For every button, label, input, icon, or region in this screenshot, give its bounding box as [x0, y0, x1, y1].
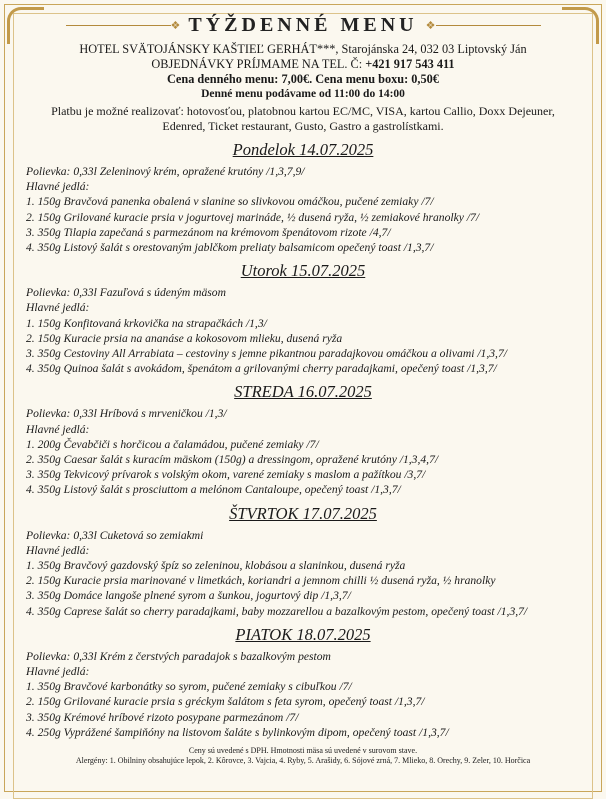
day-section [26, 504, 580, 619]
main-dishes-label: Hlavné jedlá: [26, 422, 90, 436]
main-dish-item: 2. 150g Grilované kuracie prsia v jogurtovej marináde, ½ dusená ryža, ½ zemiakové hranolky /7/ [26, 210, 480, 224]
soup-line: Polievka: 0,33l Krém z čerstvých paradajok s bazalkovým pestom [26, 649, 331, 663]
main-dishes-label: Hlavné jedlá: [26, 180, 90, 194]
main-dishes-label: Hlavné jedlá: [26, 301, 90, 315]
main-dish-item: 3. 350g Domáce langoše plnené syrom a šunkou, jogurtový dip /1,3,7/ [26, 589, 351, 603]
soup-line: Polievka: 0,33l Cuketová so zemiakmi [26, 528, 204, 542]
main-dish-item: 1. 150g Konfitovaná krkovička na strapačkách /1,3/ [26, 316, 267, 330]
price-line: Cena denného menu: 7,00€. Cena menu boxu: 0,50€ [167, 72, 439, 86]
main-dish-item: 1. 150g Bravčová panenka obalená v slanine so slivkovou omáčkou, pučené zemiaky /7/ [26, 195, 434, 209]
page-title: TÝŽDENNÉ MENU [188, 13, 418, 36]
serving-hours: Denné menu podávame od 11:00 do 14:00 [201, 88, 405, 100]
main-dish-item: 3. 350g Tekvicový prívarok s volským okom, varené zemiaky s maslom a pažítkou /3,7/ [26, 468, 426, 482]
hotel-address: HOTEL SVÄTOJÁNSKY KAŠTIEĽ GERHÁT***, Starojánska 24, 032 03 Liptovský Ján [79, 42, 527, 56]
main-dish-item: 4. 350g Caprese šalát so cherry paradajkami, baby mozzarellou a bazalkovým pestom, opečený toast /1,3,7/ [26, 604, 528, 618]
right-ornament: ❖ [426, 19, 541, 32]
main-dishes-label: Hlavné jedlá: [26, 543, 90, 557]
main-dishes-label: Hlavné jedlá: [26, 665, 90, 679]
day-title: ŠTVRTOK 17.07.2025 [229, 503, 377, 523]
soup-line: Polievka: 0,33l Zeleninový krém, opražené krutóny /1,3,7,9/ [26, 165, 305, 178]
main-dish-item: 3. 350g Krémové hríbové rizoto posypane parmezánom /7/ [26, 710, 299, 724]
menu-document [26, 8, 580, 766]
days-list [26, 140, 580, 740]
day-title: Utorok 15.07.2025 [240, 261, 366, 281]
main-dish-item: 4. 250g Vyprážené šampiňóny na listovom šaláte s bylinkovým dipom, opečený toast /1,3,7/ [26, 725, 449, 739]
day-section [26, 140, 580, 255]
soup-line: Polievka: 0,33l Hríbová s mrveničkou /1,3/ [26, 407, 227, 421]
order-phone-line [26, 57, 580, 72]
payment-info [26, 104, 580, 134]
main-dish-item: 2. 150g Kuracie prsia na ananáse a kokosovom mlieku, dusená ryža [26, 331, 343, 345]
title-row [26, 8, 580, 42]
order-label: OBJEDNÁVKY PRÍJMAME NA TEL. Č: [151, 57, 366, 71]
payment-line-1: Platbu je možné realizovať: hotovosťou, platobnou kartou EC/MC, VISA, kartou Callio, Doxx Dejeuner, [51, 104, 555, 118]
allergen-legend: Alergény: 1. Obilniny obsahujúce lepok, 2. Kôrovce, 3. Vajcia, 4. Ryby, 5. Arašidy, 6. Sójové zrná, 7. Mlieko, 8. Orechy, 9. Zeler, 10. Horčica [75, 756, 531, 766]
main-dish-item: 1. 350g Bravčový gazdovský špíz so zeleninou, klobásou a slaninkou, dusená ryža [26, 559, 406, 573]
main-dish-item: 2. 150g Kuracie prsia marinované v limetkách, koriandri a jemnom chilli ½ dusená ryža, ½ hranolky [26, 574, 496, 588]
day-title: PIATOK 18.07.2025 [235, 624, 371, 644]
left-ornament: ❖ [66, 19, 181, 32]
main-dish-item: 1. 350g Bravčové karbonátky so syrom, pučené zemiaky s cibuľkou /7/ [26, 680, 352, 694]
main-dish-item: 1. 200g Čevabčiči s horčicou a čalamádou, pučené zemiaky /7/ [26, 437, 319, 451]
main-dish-item: 4. 350g Listový šalát s orestovaným jablčkom preliaty balsamicom opečený toast /1,3,7/ [26, 241, 434, 255]
day-title: Pondelok 14.07.2025 [232, 140, 374, 159]
main-dish-item: 3. 350g Cestoviny All Arrabiata – cestoviny s jemne pikantnou paradajkovou omáčkou a olivami /1,3,7/ [26, 347, 507, 361]
payment-line-2: Edenred, Ticket restaurant, Gusto, Gastro a gastrolístkami. [162, 119, 444, 133]
main-dish-item: 4. 350g Quinoa šalát s avokádom, špenátom a grilovanými cherry paradajkami, opečený toast /1,3,7/ [26, 362, 497, 376]
main-dish-item: 3. 350g Tilapia zapečaná s parmezánom na krémovom špenátovom rizote /4,7/ [26, 225, 391, 239]
day-section [26, 382, 580, 497]
day-title: STREDA 16.07.2025 [234, 382, 372, 402]
day-section [26, 625, 580, 740]
footer-note: Ceny sú uvedené s DPH. Hmotnosti mäsa sú uvedené v surovom stave. [188, 746, 418, 756]
day-section [26, 261, 580, 376]
main-dish-item: 2. 350g Caesar šalát s kuracím mäskom (150g) a dressingom, opražené krutóny /1,3,4,7/ [26, 453, 439, 467]
footer [26, 746, 580, 766]
soup-line: Polievka: 0,33l Fazuľová s údeným mäsom [26, 286, 226, 300]
main-dish-item: 4. 350g Listový šalát s prosciuttom a melónom Cantaloupe, opečený toast /1,3,7/ [26, 483, 401, 497]
phone-number: +421 917 543 411 [365, 57, 455, 71]
header-info [26, 42, 580, 134]
main-dish-item: 2. 150g Grilované kuracie prsia s gréckym šalátom s feta syrom, opečený toast /1,3,7/ [26, 695, 425, 709]
